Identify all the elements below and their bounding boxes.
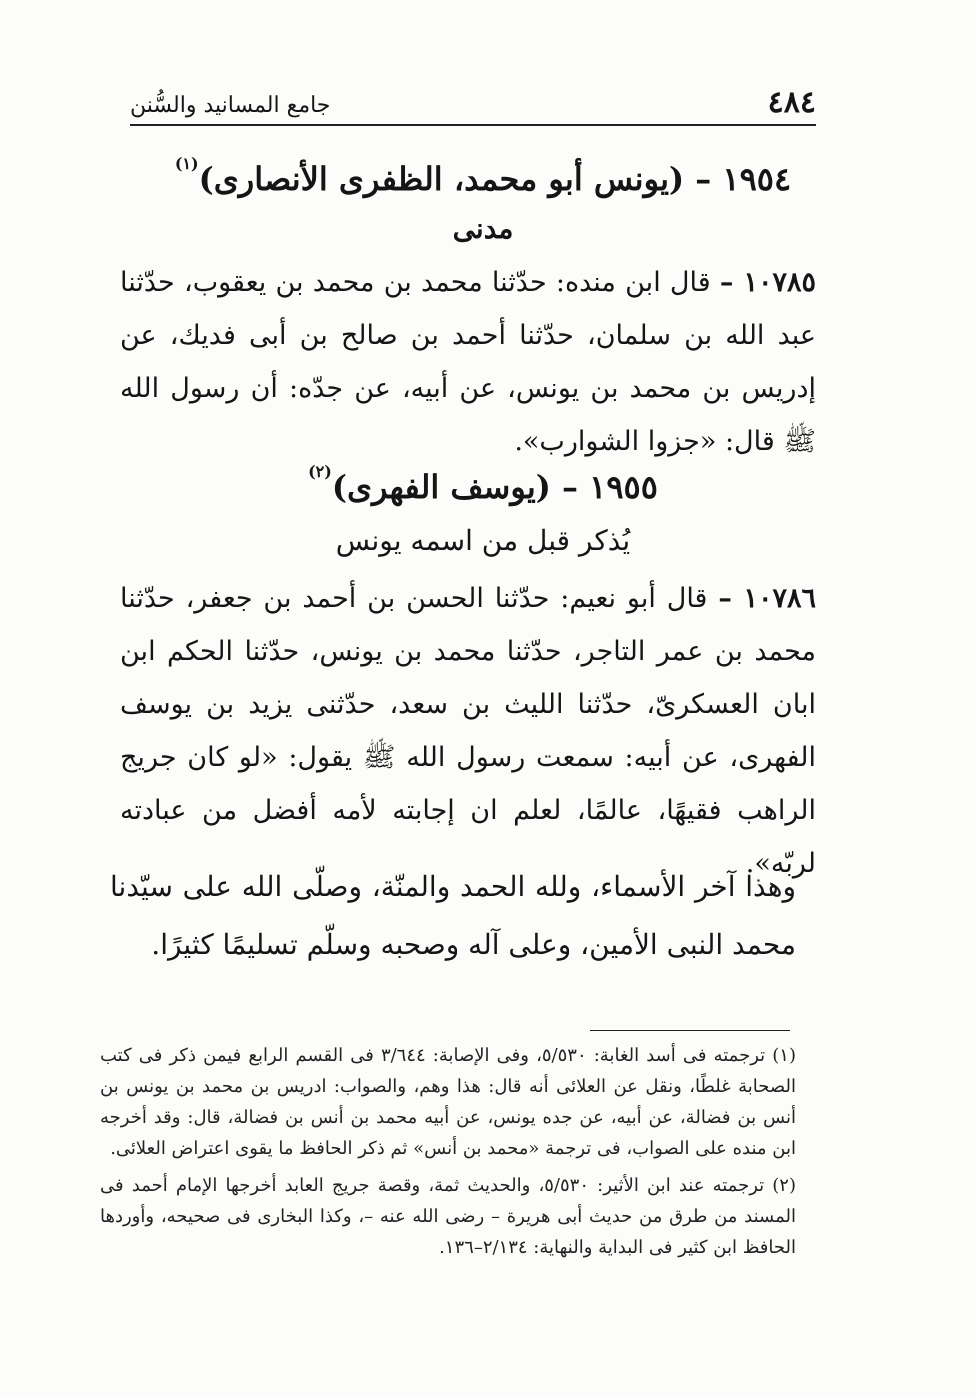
closing-paragraph: وهذا آخر الأسماء، ولله الحمد والمنّة، وصلّى الله على سيّدنا محمد النبى الأمين، وعلى آله وصحبه وسلّم تسليمًا كثيرًا.	[110, 870, 796, 961]
footnote-marker: (٢)	[308, 462, 332, 481]
hadith-number: ١٠٧٨٥ –	[719, 267, 816, 298]
entry-title-1954	[150, 154, 816, 198]
entry-subtitle-1954: مدنى	[452, 212, 514, 245]
hadith-text: قال ابن منده: حدّثنا محمد بن محمد بن يعقوب، حدّثنا عبد الله بن سلمان، حدّثنا أحمد بن صالح بن أبى فديك، عن إدريس بن محمد بن يونس، عن أبيه، عن جدّه: أن رسول الله ﷺ قال: «جزوا الشوارب».	[120, 267, 816, 457]
hadith-10786	[120, 572, 816, 890]
footnote-marker: (١)	[174, 154, 199, 173]
hadith-text: قال أبو نعيم: حدّثنا الحسن بن أحمد بن جعفر، حدّثنا محمد بن عمر التاجر، حدّثنا محمد بن يونس، حدّثنا الحكم ابن ابان العسكرىّ، حدّثنا الليث بن سعد، حدّثنى يزيد بن يوسف الفهرى، عن أبيه: سمعت رسول الله ﷺ يقول: «لو كان جريج الراهب فقيهًا، عالمًا، لعلم ان إجابته لأمه أفضل من عبادته لربّه».	[120, 583, 816, 879]
page-number: ٤٨٤	[767, 85, 816, 120]
footnote-1: (١) ترجمته فى أسد الغابة: ٥/٥٣٠، وفى الإصابة: ٣/٦٤٤ فى القسم الرابع فيمن ذكر فى كتب الصحابة غلطًا، ونقل عن العلائى أنه قال: هذا وهم، والصواب: ادريس بن محمد بن يونس بن أنس بن فضالة، عن أبيه، عن جده يونس، عن أبيه محمد بن أنس بن فضالة، قال: وقد أخرجه ابن منده على الصواب، فى ترجمة «محمد بن أنس» ثم ذكر الحافظ ما يقوى اعتراض العلائى.	[100, 1045, 796, 1159]
footnotes	[100, 1040, 796, 1269]
hadith-10785	[120, 256, 816, 468]
entry-title-text: ١٩٥٥ – (يوسف الفهرى)	[331, 468, 658, 506]
running-title: جامع المسانيد والسُّنن	[130, 93, 331, 118]
page-header	[130, 84, 816, 126]
entry-subtitle-1955: يُذكر قبل من اسمه يونس	[335, 524, 631, 557]
footnote-divider	[590, 1030, 790, 1031]
entry-title-text: ١٩٥٤ – (يونس أبو محمد، الظفرى الأنصارى)	[198, 160, 792, 198]
footnote-2: (٢) ترجمته عند ابن الأثير: ٥/٥٣٠، والحديث ثمة، وقصة جريج العابد أخرجها الإمام أحمد فى المسند من طرق من حديث أبى هريرة – رضى الله عنه –، وكذا البخارى فى صحيحه، وأوردها الحافظ ابن كثير فى البداية والنهاية: ٢/١٣٤–١٣٦.	[100, 1175, 796, 1258]
hadith-number: ١٠٧٨٦ –	[718, 583, 817, 614]
entry-title-1955	[150, 462, 816, 506]
